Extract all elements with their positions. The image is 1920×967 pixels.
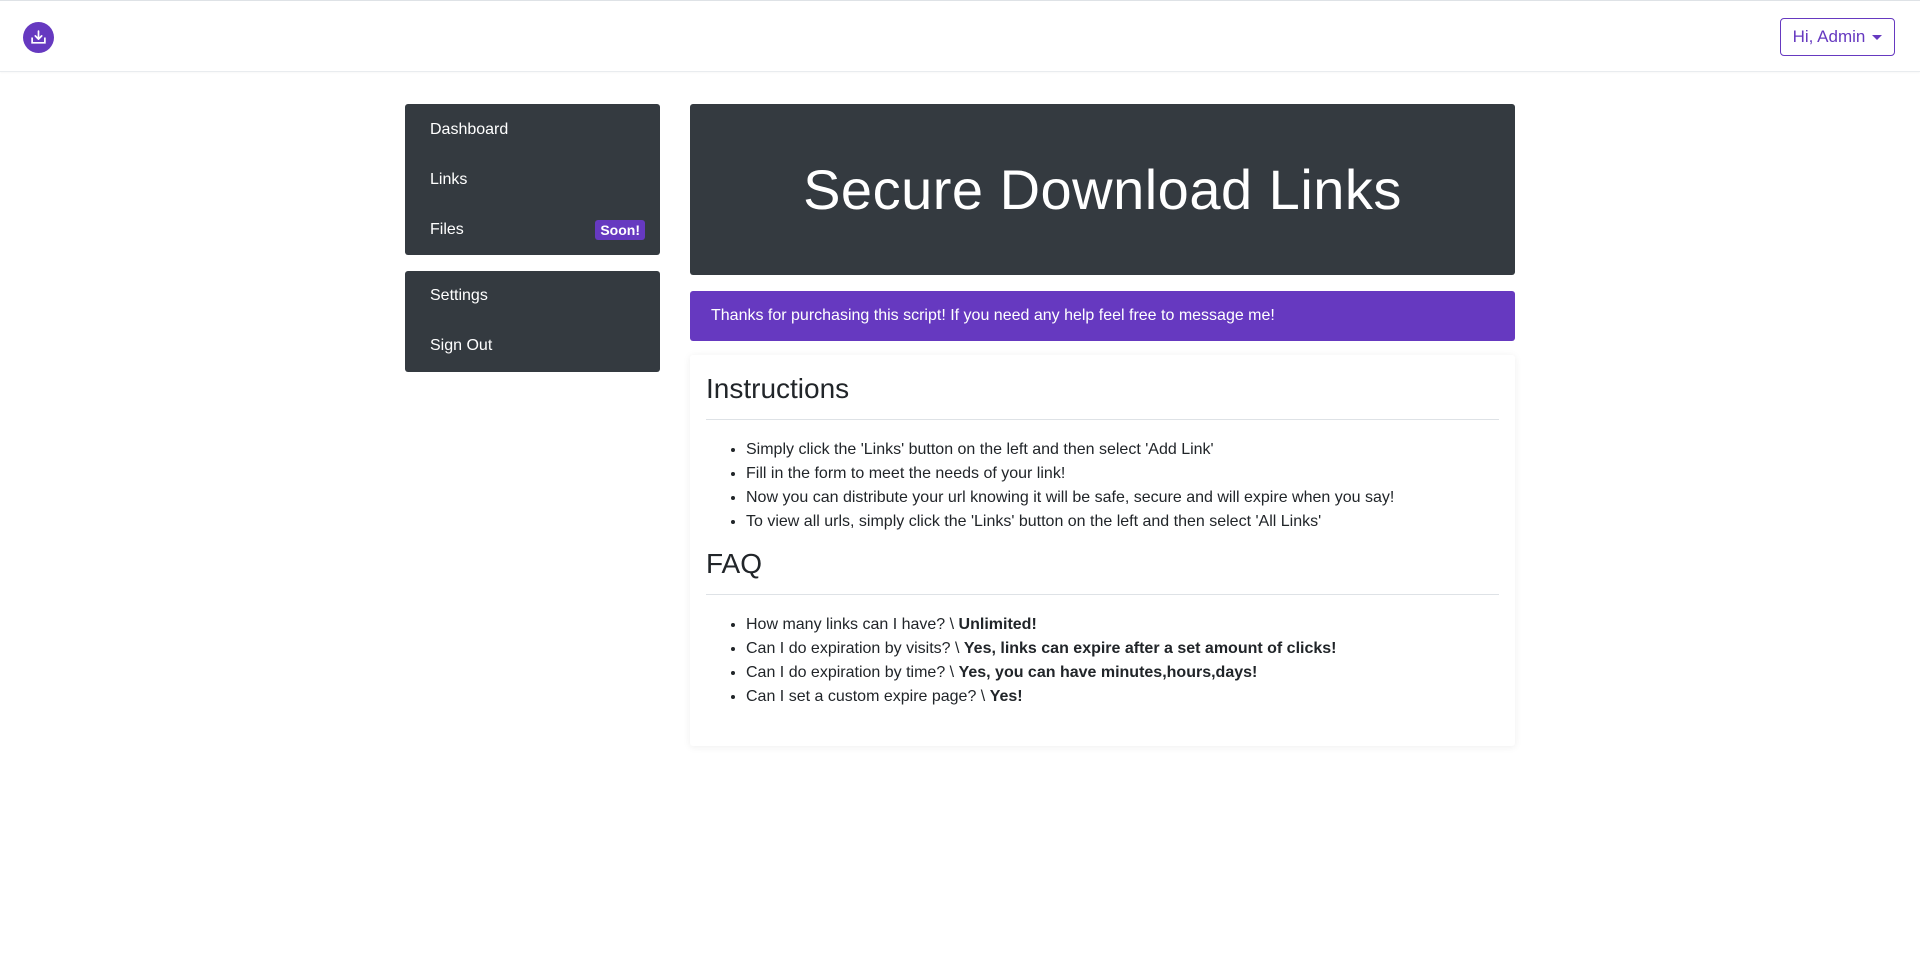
instructions-heading: Instructions bbox=[706, 373, 1499, 420]
user-menu-label: Hi, Admin bbox=[1792, 27, 1866, 46]
faq-item bbox=[746, 685, 1499, 709]
faq-answer: Yes! bbox=[989, 688, 1023, 705]
user-menu-button[interactable] bbox=[1780, 18, 1895, 56]
faq-heading: FAQ bbox=[706, 548, 1499, 595]
sidebar-account-nav bbox=[405, 271, 660, 372]
sidebar-item-files[interactable] bbox=[405, 205, 660, 255]
faq-answer: Unlimited! bbox=[958, 616, 1037, 633]
alert-text: Thanks for purchasing this script! If you need any help feel free to message me! bbox=[711, 307, 1275, 324]
faq-item bbox=[746, 661, 1499, 685]
faq-question: Can I set a custom expire page? \ bbox=[746, 688, 990, 705]
instructions-list bbox=[706, 438, 1499, 534]
faq-question: How many links can I have? \ bbox=[746, 616, 959, 633]
faq-question: Can I do expiration by visits? \ bbox=[746, 640, 964, 657]
sidebar-item-label: Sign Out bbox=[430, 337, 493, 354]
top-navbar bbox=[0, 0, 1920, 72]
sidebar-item-label: Dashboard bbox=[430, 121, 509, 138]
sidebar-item-label: Settings bbox=[430, 287, 488, 304]
sidebar-item-dashboard[interactable] bbox=[405, 105, 660, 155]
sidebar-item-label: Files bbox=[430, 221, 464, 238]
sidebar-item-sign-out[interactable] bbox=[405, 321, 660, 371]
faq-list bbox=[706, 613, 1499, 709]
list-item: • Now you can distribute your url knowing it will be safe, secure and will expire when you say! bbox=[746, 486, 1499, 510]
faq-question: Can I do expiration by time? \ bbox=[746, 664, 959, 681]
thank-you-alert bbox=[690, 291, 1515, 341]
hero-title: Secure Download Links bbox=[803, 158, 1402, 221]
faq-answer: Yes, you can have minutes,hours,days! bbox=[958, 664, 1258, 681]
sidebar-item-links[interactable] bbox=[405, 155, 660, 205]
sidebar-item-label: Links bbox=[430, 171, 468, 188]
faq-item bbox=[746, 613, 1499, 637]
sidebar-item-settings[interactable] bbox=[405, 271, 660, 321]
list-item: • Simply click the 'Links' button on the left and then select 'Add Link' bbox=[746, 438, 1499, 462]
list-item: • To view all urls, simply click the 'Links' button on the left and then select 'All Links' bbox=[746, 510, 1499, 534]
info-card bbox=[690, 355, 1515, 746]
faq-item bbox=[746, 637, 1499, 661]
hero-banner bbox=[690, 104, 1515, 275]
sidebar-main-nav bbox=[405, 104, 660, 255]
list-item: • Fill in the form to meet the needs of your link! bbox=[746, 462, 1499, 486]
download-tray-icon[interactable] bbox=[23, 22, 54, 53]
faq-answer: Yes, links can expire after a set amount of clicks! bbox=[963, 640, 1337, 657]
soon-badge: Soon! bbox=[595, 220, 645, 240]
caret-down-icon bbox=[1872, 35, 1882, 40]
